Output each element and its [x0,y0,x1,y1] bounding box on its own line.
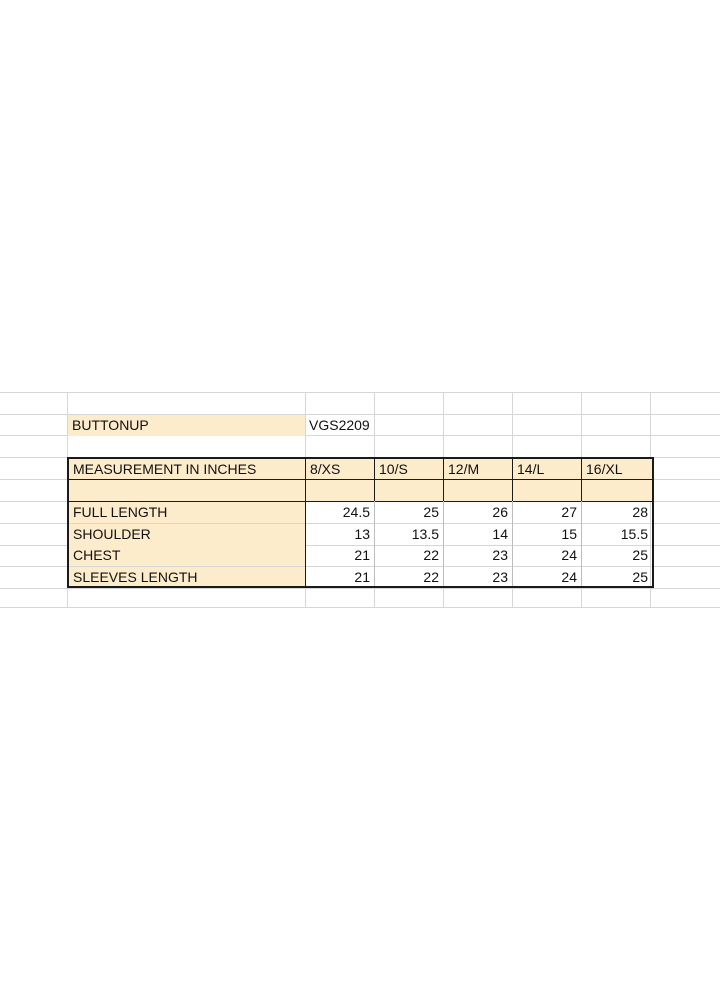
table-cell[interactable]: 26 [492,504,508,520]
size-header-12m[interactable]: 12/M [444,459,512,480]
blank-cell[interactable] [375,480,443,501]
table-border [305,501,306,588]
size-header-14l[interactable]: 14/L [513,459,581,480]
blank-cell[interactable] [444,480,512,501]
table-cell[interactable]: 22 [423,569,439,585]
table-cell[interactable]: 23 [492,569,508,585]
table-cell[interactable]: 24 [561,569,577,585]
table-border [67,501,654,502]
table-cell[interactable]: 27 [561,504,577,520]
table-cell[interactable]: 24 [561,547,577,563]
table-cell[interactable]: 15.5 [620,526,648,542]
row-label-sleeves-length[interactable]: SLEEVES LENGTH [69,567,305,588]
table-border [67,479,654,480]
blank-cell[interactable] [306,480,374,501]
table-cell[interactable]: 25 [423,504,439,520]
table-cell[interactable]: 25 [632,547,648,563]
blank-label-cell[interactable] [69,480,305,501]
table-cell[interactable]: 28 [632,504,648,520]
spreadsheet-grid [0,392,720,608]
table-cell[interactable]: 23 [492,547,508,563]
product-code-cell[interactable]: VGS2209 [309,417,370,433]
blank-cell[interactable] [582,480,652,501]
row-label-chest[interactable]: CHEST [69,545,305,566]
size-header-16xl[interactable]: 16/XL [582,459,652,480]
table-cell[interactable]: 13 [354,526,370,542]
product-label-cell[interactable]: BUTTONUP [68,415,305,436]
table-cell[interactable]: 14 [492,526,508,542]
size-header-8xs[interactable]: 8/XS [306,459,374,480]
table-cell[interactable]: 24.5 [342,504,370,520]
measurement-header-cell[interactable]: MEASUREMENT IN INCHES [69,459,305,480]
table-border [512,501,513,588]
table-border [443,501,444,588]
blank-cell[interactable] [513,480,581,501]
gridline [0,607,720,608]
size-header-10s[interactable]: 10/S [375,459,443,480]
gridline [0,588,720,589]
table-border [374,501,375,588]
gridline [0,392,720,393]
table-cell[interactable]: 21 [354,569,370,585]
table-cell[interactable]: 25 [632,569,648,585]
row-label-full-length[interactable]: FULL LENGTH [69,502,305,523]
table-cell[interactable]: 15 [561,526,577,542]
row-label-shoulder[interactable]: SHOULDER [69,524,305,545]
table-cell[interactable]: 13.5 [411,526,439,542]
table-cell[interactable]: 22 [423,547,439,563]
table-cell[interactable]: 21 [354,547,370,563]
gridline [0,457,720,458]
table-border [581,501,582,588]
